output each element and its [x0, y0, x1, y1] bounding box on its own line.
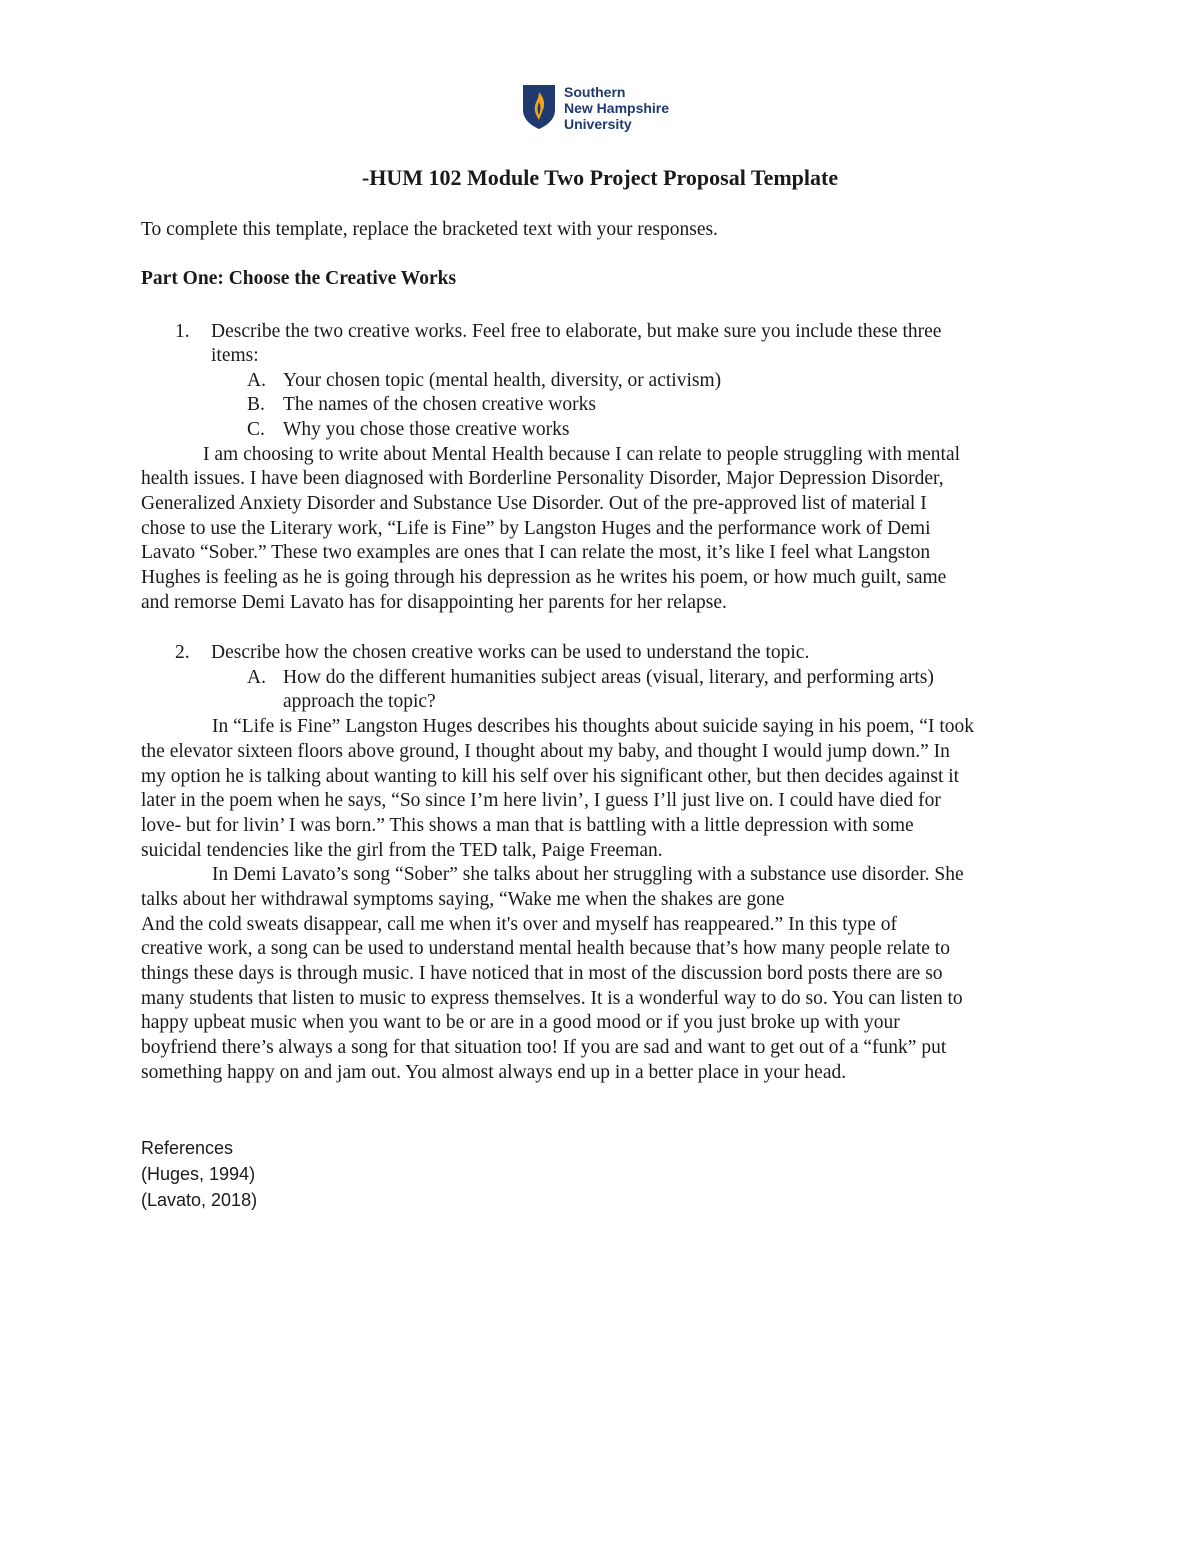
shield-flame-icon [522, 84, 556, 130]
question-1-item-letter: B. [247, 394, 265, 415]
question-2-number: 2. [175, 642, 190, 663]
university-logo [522, 84, 669, 132]
answer-2-line: talks about her withdrawal symptoms saying, “Wake me when the shakes are gone [141, 889, 785, 910]
answer-1-line: health issues. I have been diagnosed with Borderline Personality Disorder, Major Depression Disorder, [141, 468, 944, 489]
answer-2-line: happy upbeat music when you want to be or are in a good mood or if you just broke up with your [141, 1012, 900, 1033]
answer-2-line: love- but for livin’ I was born.” This shows a man that is battling with a little depression with some [141, 815, 914, 836]
question-2-line-1: Describe how the chosen creative works can be used to understand the topic. [211, 642, 810, 663]
answer-2-line: And the cold sweats disappear, call me when it's over and myself has reappeared.” In this type of [141, 914, 897, 935]
answer-2-line: In Demi Lavato’s song “Sober” she talks about her struggling with a substance use disorder. She [212, 864, 964, 885]
answer-2-line: things these days is through music. I have noticed that in most of the discussion bord posts there are so [141, 963, 943, 984]
question-2-item-line-2: approach the topic? [283, 691, 436, 712]
answer-1-line: and remorse Demi Lavato has for disappointing her parents for her relapse. [141, 592, 727, 613]
question-1-item-letter: C. [247, 419, 265, 440]
reference-item: (Huges, 1994) [141, 1164, 256, 1184]
answer-2-line: something happy on and jam out. You almost always end up in a better place in your head. [141, 1062, 847, 1083]
answer-1-line: chose to use the Literary work, “Life is Fine” by Langston Huges and the performance work of Demi [141, 518, 931, 539]
logo-wordmark [564, 84, 669, 132]
intro-text: To complete this template, replace the bracketed text with your responses. [141, 219, 718, 240]
logo-line-1: Southern [564, 84, 626, 100]
answer-2-line: later in the poem when he says, “So since I’m here livin’, I guess I’ll just live on. I could have died for [141, 790, 941, 811]
question-1-line-1: Describe the two creative works. Feel free to elaborate, but make sure you include these three [211, 321, 942, 342]
answer-2-line: my option he is talking about wanting to kill his self over his significant other, but then decides against it [141, 766, 960, 787]
question-2-item-line-1: How do the different humanities subject areas (visual, literary, and performing arts) [283, 667, 934, 688]
answer-2-line: creative work, a song can be used to understand mental health because that’s how many people relate to [141, 938, 950, 959]
answer-1-line: Generalized Anxiety Disorder and Substance Use Disorder. Out of the pre-approved list of material I [141, 493, 927, 514]
question-1-item: Why you chose those creative works [283, 419, 570, 440]
question-1-line-2: items: [211, 345, 259, 366]
answer-2-line: suicidal tendencies like the girl from the TED talk, Paige Freeman. [141, 840, 663, 861]
question-1-item: Your chosen topic (mental health, diversity, or activism) [283, 370, 722, 391]
logo-line-2: New Hampshire [564, 100, 670, 116]
references-heading: References [141, 1138, 234, 1158]
question-1-item: The names of the chosen creative works [283, 394, 596, 415]
question-2-item-letter: A. [247, 667, 266, 688]
question-1-item-letter: A. [247, 370, 266, 391]
part-one-heading: Part One: Choose the Creative Works [141, 268, 457, 289]
question-1-number: 1. [175, 321, 190, 342]
answer-1-line: Hughes is feeling as he is going through his depression as he writes his poem, or how much guilt, same [141, 567, 947, 588]
answer-2-line: many students that listen to music to express themselves. It is a wonderful way to do so. You can listen to [141, 988, 963, 1009]
answer-2-line: boyfriend there’s always a song for that situation too! If you are sad and want to get out of a “funk” put [141, 1037, 947, 1058]
document-title: -HUM 102 Module Two Project Proposal Template [361, 165, 839, 190]
answer-1-line: I am choosing to write about Mental Health because I can relate to people struggling with mental [203, 444, 961, 465]
reference-item: (Lavato, 2018) [141, 1190, 258, 1210]
logo-line-3: University [564, 116, 632, 132]
answer-1-line: Lavato “Sober.” These two examples are ones that I can relate the most, it’s like I feel what Langston [141, 542, 931, 563]
answer-2-line: In “Life is Fine” Langston Huges describes his thoughts about suicide saying in his poem, “I took [212, 716, 974, 737]
answer-2-line: the elevator sixteen floors above ground, I thought about my baby, and thought I would jump down.” In [141, 741, 950, 762]
